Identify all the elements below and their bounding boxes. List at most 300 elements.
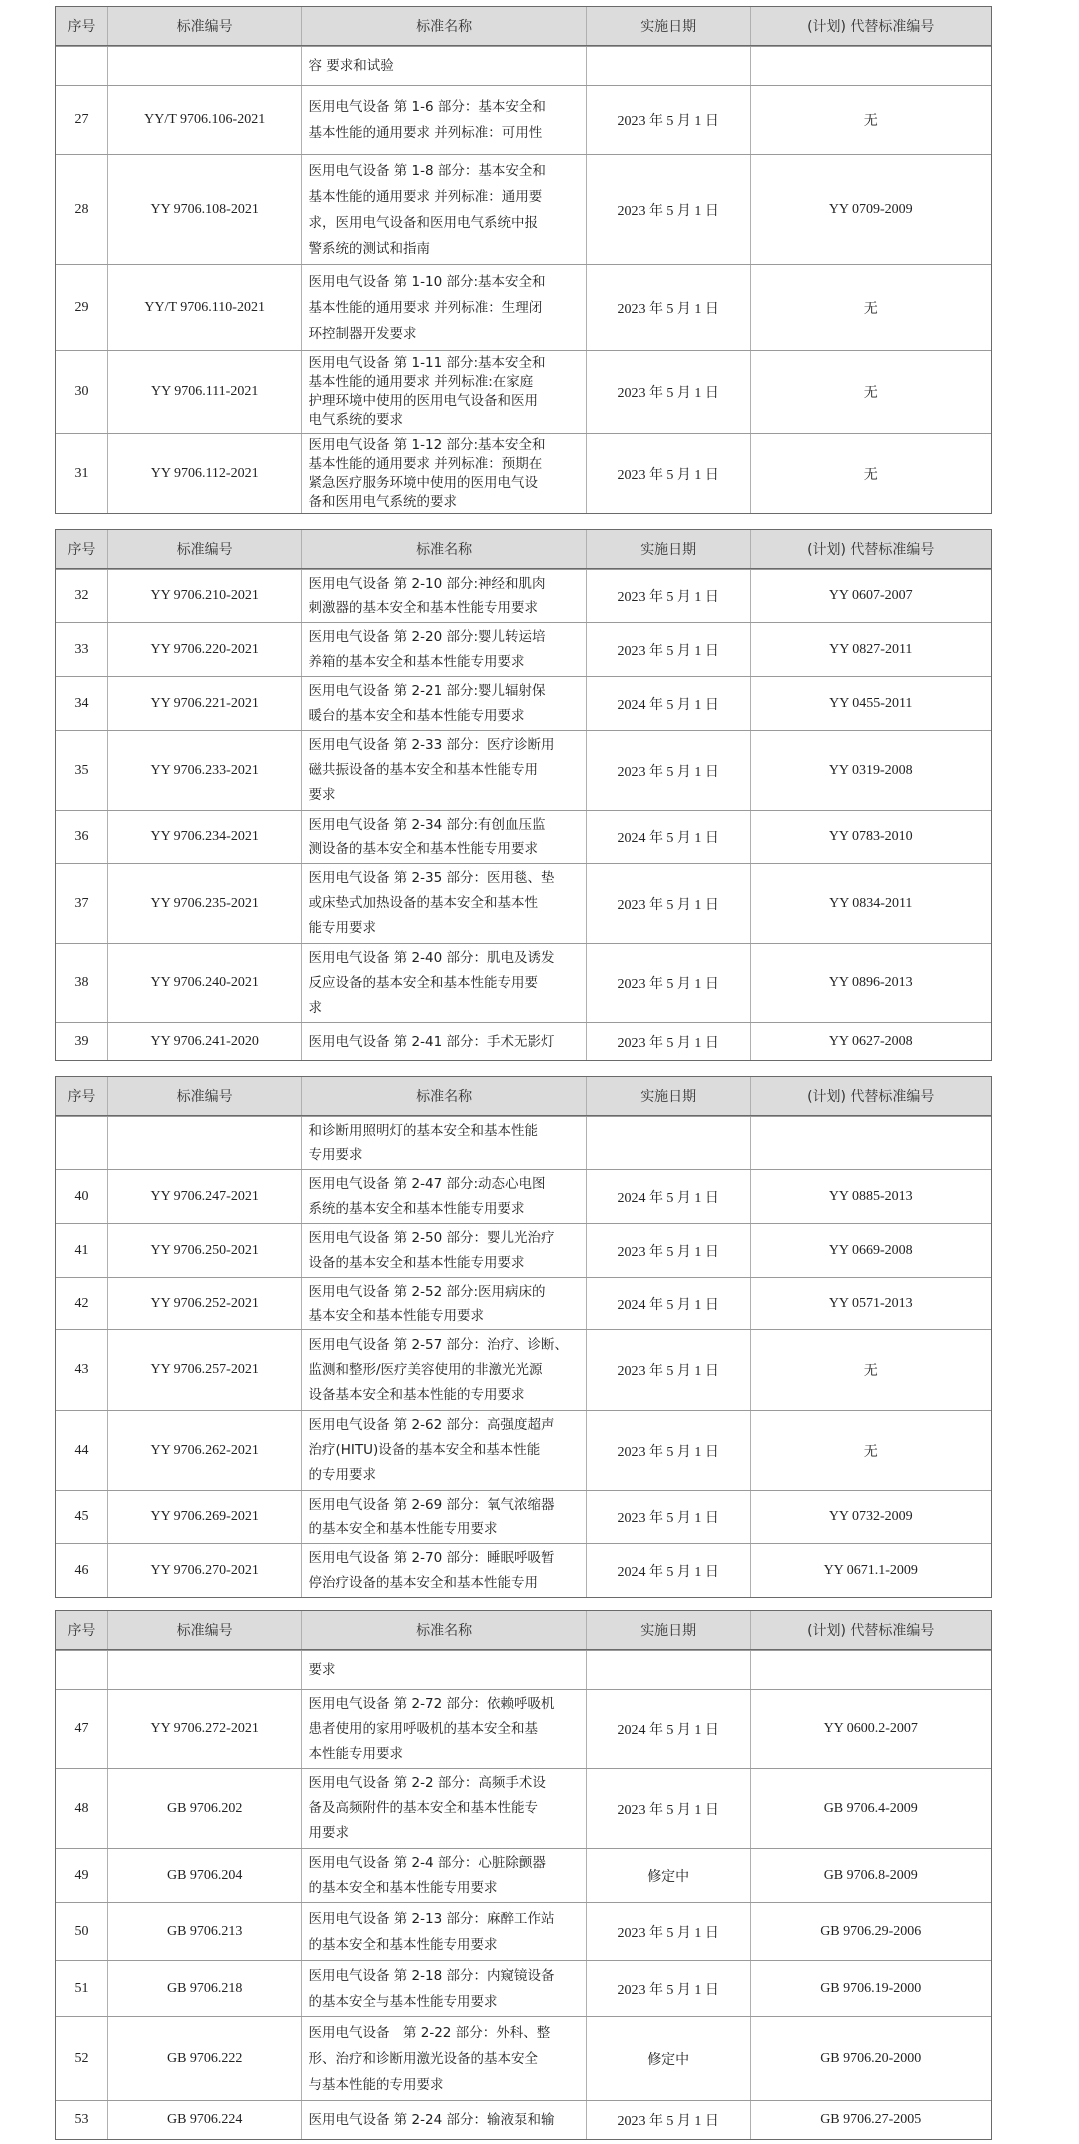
table-row [56, 863, 991, 943]
cell-date: 2023 年 5 月 1 日 [586, 2101, 750, 2139]
cell-date [586, 1117, 750, 1169]
header-std-name: 标准名称 [301, 1077, 585, 1115]
cell-date: 修定中 [586, 2017, 750, 2100]
std-name-text [308, 1280, 545, 1328]
std-name-line: 容 要求和试验 [308, 58, 394, 74]
table-row [56, 676, 991, 730]
cell-std-no [107, 47, 302, 85]
cell-seq: 35 [74, 762, 89, 778]
cell-std-no: YY 9706.262-2021 [107, 1411, 302, 1490]
cell-std-name [301, 623, 585, 676]
cell-seq: 53 [74, 2112, 89, 2127]
header-seq: 序号 [67, 19, 96, 35]
std-name-text [308, 436, 545, 512]
std-name-text [308, 946, 554, 1021]
cell-date: 2023 年 5 月 1 日 [586, 1023, 750, 1060]
cell-replace: YY 0827-2011 [750, 623, 991, 676]
std-name-text [308, 813, 545, 861]
table-row [56, 264, 991, 350]
cell-std-no [107, 1117, 302, 1169]
cell-std-no: YY 9706.252-2021 [107, 1278, 302, 1329]
cell-seq: 47 [74, 1721, 89, 1736]
cell-date: 2023 年 5 月 1 日 [586, 1491, 750, 1543]
table-row [56, 46, 991, 85]
cell-date [586, 1651, 750, 1689]
std-name-line: 医用电气设备 第 2-47 部分:动态心电图 [308, 1175, 546, 1192]
header-std-no: 标准编号 [107, 7, 302, 45]
cell-seq: 28 [74, 201, 89, 217]
std-name-line: 基本安全和基本性能专用要求 [308, 1307, 484, 1324]
std-name-text [308, 679, 545, 729]
table-header [56, 1077, 991, 1116]
std-name-line: 系统的基本安全和基本性能专用要求 [308, 1200, 525, 1217]
std-name-line: 医用电气设备 第 2-41 部分：手术无影灯 [308, 1033, 555, 1050]
std-name-line: 紧急医疗服务环境中使用的医用电气设 [308, 474, 538, 491]
cell-std-name [301, 86, 585, 154]
cell-seq [56, 1117, 107, 1169]
std-name-line: 基本性能的通用要求 并列标准：生理闭 [308, 299, 543, 316]
cell-std-no: YY 9706.250-2021 [107, 1224, 302, 1277]
cell-date: 2024 年 5 月 1 日 [586, 1278, 750, 1329]
cell-std-no: YY 9706.257-2021 [107, 1330, 302, 1410]
std-name-line: 医用电气设备 第 2-52 部分:医用病床的 [308, 1283, 546, 1300]
table-header [56, 7, 991, 46]
std-name-line: 医用电气设备 第 2-69 部分：氧气浓缩器 [308, 1497, 555, 1513]
cell-seq: 44 [74, 1442, 89, 1458]
table-row [56, 1543, 991, 1597]
std-name-line: 医用电气设备 第 2-40 部分：肌电及诱发 [308, 949, 555, 966]
cell-std-no: YY 9706.210-2021 [107, 570, 302, 622]
cell-date: 2023 年 5 月 1 日 [586, 1961, 750, 2016]
std-name-line: 医用电气设备 第 2-34 部分:有创血压监 [308, 817, 546, 833]
std-name-text [308, 866, 554, 941]
std-name-line: 基本性能的通用要求 并列标准：可用性 [308, 125, 543, 141]
std-name-text [308, 269, 545, 347]
std-name-text [308, 1657, 335, 1683]
cell-seq: 42 [74, 1295, 89, 1311]
cell-std-no: YY 9706.220-2021 [107, 623, 302, 676]
cell-date: 2023 年 5 月 1 日 [586, 434, 750, 513]
cell-date: 2023 年 5 月 1 日 [586, 1224, 750, 1277]
cell-seq: 48 [74, 1800, 89, 1816]
std-name-text [308, 53, 393, 79]
table-row [56, 1277, 991, 1329]
table-row [56, 1116, 991, 1169]
cell-seq: 27 [74, 112, 89, 127]
header-replace: (计划) 代替标准编号 [750, 1077, 991, 1115]
header-date: 实施日期 [586, 530, 750, 568]
std-name-line: 医用电气设备 第 2-21 部分:婴儿辐射保 [308, 682, 546, 699]
table-row [56, 1960, 991, 2016]
std-name-line: 医用电气设备 第 2-62 部分：高强度超声 [308, 1417, 555, 1433]
std-name-line: 医用电气设备 第 2-70 部分：睡眠呼吸暂 [308, 1549, 555, 1566]
table-row [56, 1410, 991, 1490]
std-name-text [308, 1963, 554, 2015]
cell-seq: 37 [74, 895, 89, 911]
cell-replace: YY 0669-2008 [750, 1224, 991, 1277]
cell-replace: GB 9706.19-2000 [750, 1961, 991, 2016]
cell-date: 2023 年 5 月 1 日 [586, 1330, 750, 1410]
cell-std-no: YY/T 9706.106-2021 [107, 86, 302, 154]
header-replace: (计划) 代替标准编号 [750, 7, 991, 45]
header-seq: 序号 [67, 542, 96, 558]
header-std-no: 标准编号 [107, 1611, 302, 1649]
cell-std-no: YY 9706.269-2021 [107, 1491, 302, 1543]
cell-seq: 40 [74, 1188, 89, 1204]
cell-replace: GB 9706.29-2006 [750, 1903, 991, 1960]
cell-replace: 无 [750, 1330, 991, 1410]
std-name-line: 医用电气设备 第 2-33 部分：医疗诊断用 [308, 737, 555, 753]
cell-date: 2024 年 5 月 1 日 [586, 1690, 750, 1768]
std-name-line: 专用要求 [308, 1147, 363, 1163]
std-name-line: 的基本安全和基本性能专用要求 [308, 1936, 498, 1953]
cell-seq: 52 [74, 2050, 89, 2066]
cell-std-no: GB 9706.218 [107, 1961, 302, 2016]
table-row [56, 1689, 991, 1768]
cell-seq: 41 [74, 1242, 89, 1258]
cell-std-name [301, 434, 585, 513]
cell-replace: 无 [750, 434, 991, 513]
header-std-no: 标准编号 [107, 1077, 302, 1115]
cell-std-no: YY 9706.272-2021 [107, 1690, 302, 1768]
cell-replace: GB 9706.20-2000 [750, 2017, 991, 2100]
std-name-line: 刺激器的基本安全和基本性能专用要求 [308, 600, 538, 616]
std-name-text [308, 354, 545, 430]
std-name-line: 求 [308, 999, 322, 1016]
std-name-text [308, 1493, 554, 1541]
table-row [56, 85, 991, 154]
table-header [56, 1611, 991, 1650]
cell-seq: 36 [74, 829, 89, 844]
std-name-line: 要求 [308, 787, 336, 803]
std-name-line: 医用电气设备 第 2-57 部分：治疗、诊断、 [308, 1336, 568, 1353]
cell-std-no: YY 9706.111-2021 [107, 351, 302, 433]
cell-seq: 38 [74, 975, 89, 990]
std-name-line: 测设备的基本安全和基本性能专用要求 [308, 841, 538, 857]
cell-seq: 33 [74, 641, 89, 657]
cell-std-no [107, 1651, 302, 1689]
cell-std-name [301, 1117, 585, 1169]
cell-std-name [301, 811, 585, 863]
std-name-line: 的基本安全和基本性能专用要求 [308, 1879, 498, 1896]
std-name-text [308, 1546, 554, 1596]
table-row [56, 1848, 991, 1902]
cell-replace: YY 0709-2009 [750, 155, 991, 264]
cell-replace [750, 47, 991, 85]
cell-std-no: YY 9706.112-2021 [107, 434, 302, 513]
table-header [56, 530, 991, 569]
cell-seq: 29 [74, 299, 89, 315]
std-name-line: 医用电气设备 第 1-10 部分:基本安全和 [308, 273, 546, 290]
cell-date: 2023 年 5 月 1 日 [586, 944, 750, 1022]
cell-date: 2023 年 5 月 1 日 [586, 731, 750, 810]
cell-replace: 无 [750, 351, 991, 433]
table-row [56, 1169, 991, 1223]
cell-replace: 无 [750, 265, 991, 350]
std-name-line: 医用电气设备 第 2-2 部分：高频手术设 [308, 1775, 546, 1791]
cell-date: 2024 年 5 月 1 日 [586, 1170, 750, 1223]
table-row [56, 433, 991, 513]
cell-std-no: YY 9706.235-2021 [107, 864, 302, 943]
cell-date: 2023 年 5 月 1 日 [586, 265, 750, 350]
cell-std-no: YY 9706.233-2021 [107, 731, 302, 810]
table-row [56, 730, 991, 810]
cell-std-no: YY 9706.221-2021 [107, 677, 302, 730]
std-name-text [308, 1029, 554, 1055]
cell-std-name [301, 2101, 585, 2139]
table-row [56, 810, 991, 863]
cell-seq: 34 [74, 695, 89, 711]
std-name-line: 基本性能的通用要求 并列标准：预期在 [308, 455, 543, 472]
std-name-text [308, 1692, 554, 1767]
cell-std-name [301, 351, 585, 433]
cell-date: 2023 年 5 月 1 日 [586, 570, 750, 622]
std-name-line: 用要求 [308, 1825, 349, 1841]
std-name-line: 停治疗设备的基本安全和基本性能专用 [308, 1574, 538, 1591]
std-name-line: 医用电气设备 第 1-11 部分:基本安全和 [308, 355, 546, 371]
std-name-text [308, 1119, 538, 1167]
cell-std-name [301, 1544, 585, 1597]
std-name-text [308, 158, 545, 262]
table-body [56, 46, 991, 513]
cell-std-no: GB 9706.224 [107, 2101, 302, 2139]
cell-date [586, 47, 750, 85]
std-name-line: 养箱的基本安全和基本性能专用要求 [308, 653, 525, 670]
cell-replace: 无 [750, 86, 991, 154]
cell-std-name [301, 677, 585, 730]
cell-std-name [301, 1330, 585, 1410]
cell-seq [56, 1651, 107, 1689]
std-name-line: 磁共振设备的基本安全和基本性能专用 [308, 762, 538, 778]
header-replace: (计划) 代替标准编号 [750, 1611, 991, 1649]
std-name-line: 监测和整形/医疗美容使用的非激光光源 [308, 1361, 543, 1378]
cell-std-name [301, 1278, 585, 1329]
std-name-text [308, 1906, 554, 1958]
std-name-line: 警系统的测试和指南 [308, 240, 430, 257]
cell-std-name [301, 1023, 585, 1060]
std-name-line: 环控制器开发要求 [308, 325, 417, 342]
std-name-line: 设备基本安全和基本性能的专用要求 [308, 1386, 525, 1403]
cell-std-name [301, 864, 585, 943]
std-name-line: 备及高频附件的基本安全和基本性能专 [308, 1800, 538, 1816]
cell-seq: 46 [74, 1562, 89, 1578]
cell-replace: YY 0783-2010 [750, 811, 991, 863]
cell-std-name [301, 2017, 585, 2100]
std-name-line: 医用电气设备 第 2-35 部分：医用毯、垫 [308, 870, 555, 886]
cell-date: 2024 年 5 月 1 日 [586, 677, 750, 730]
cell-std-name [301, 944, 585, 1022]
header-replace: (计划) 代替标准编号 [750, 530, 991, 568]
std-name-line: 医用电气设备 第 2-24 部分：输液泵和输 [308, 2112, 555, 2128]
cell-date: 2023 年 5 月 1 日 [586, 864, 750, 943]
cell-seq: 50 [74, 1923, 89, 1939]
table-body [56, 1650, 991, 2139]
cell-date: 2023 年 5 月 1 日 [586, 1903, 750, 1960]
cell-replace: GB 9706.27-2005 [750, 2101, 991, 2139]
cell-std-name [301, 1849, 585, 1902]
cell-std-name [301, 265, 585, 350]
cell-std-name [301, 731, 585, 810]
cell-std-name [301, 1961, 585, 2016]
cell-date: 2023 年 5 月 1 日 [586, 86, 750, 154]
cell-replace: YY 0600.2-2007 [750, 1690, 991, 1768]
cell-replace: YY 0896-2013 [750, 944, 991, 1022]
std-name-text [308, 2107, 554, 2133]
table-row [56, 943, 991, 1022]
cell-replace: YY 0732-2009 [750, 1491, 991, 1543]
cell-std-name [301, 1224, 585, 1277]
standards-table-4 [55, 1610, 992, 2140]
table-row [56, 622, 991, 676]
std-name-line: 的基本安全与基本性能专用要求 [308, 1993, 498, 2010]
cell-std-no: GB 9706.204 [107, 1849, 302, 1902]
standards-table-1 [55, 6, 992, 514]
std-name-line: 医用电气设备 第 2-4 部分：心脏除颤器 [308, 1854, 546, 1871]
table-body [56, 1116, 991, 1597]
std-name-text [308, 1172, 545, 1222]
std-name-line: 医用电气设备 第 2-72 部分：依赖呼吸机 [308, 1695, 555, 1712]
cell-std-name [301, 1170, 585, 1223]
std-name-line: 医用电气设备 第 1-8 部分：基本安全和 [308, 162, 546, 179]
std-name-line: 电气系统的要求 [308, 412, 403, 428]
std-name-line: 要求 [308, 1662, 336, 1678]
table-row [56, 1022, 991, 1060]
table-row [56, 1768, 991, 1848]
cell-replace: GB 9706.8-2009 [750, 1849, 991, 1902]
cell-std-no: YY 9706.108-2021 [107, 155, 302, 264]
std-name-line: 与基本性能的专用要求 [308, 2076, 444, 2093]
table-row [56, 2100, 991, 2139]
table-row [56, 2016, 991, 2100]
cell-std-no: YY 9706.240-2021 [107, 944, 302, 1022]
header-std-no: 标准编号 [107, 530, 302, 568]
std-name-line: 反应设备的基本安全和基本性能专用要 [308, 974, 538, 991]
std-name-line: 患者使用的家用呼吸机的基本安全和基 [308, 1720, 538, 1737]
cell-std-no: YY/T 9706.110-2021 [107, 265, 302, 350]
cell-replace: YY 0885-2013 [750, 1170, 991, 1223]
cell-replace: GB 9706.4-2009 [750, 1769, 991, 1848]
table-row [56, 154, 991, 264]
std-name-line: 形、治疗和诊断用激光设备的基本安全 [308, 2050, 538, 2067]
std-name-line: 医用电气设备 第 2-50 部分：婴儿光治疗 [308, 1229, 555, 1246]
table-row [56, 569, 991, 622]
cell-replace: YY 0571-2013 [750, 1278, 991, 1329]
std-name-line: 的基本安全和基本性能专用要求 [308, 1521, 498, 1537]
cell-seq: 31 [74, 465, 89, 481]
std-name-line: 医用电气设备 第 2-20 部分:婴儿转运培 [308, 628, 546, 645]
std-name-line: 医用电气设备 第 1-6 部分：基本安全和 [308, 99, 546, 115]
cell-date: 2023 年 5 月 1 日 [586, 351, 750, 433]
cell-std-name [301, 1491, 585, 1543]
table-row [56, 1650, 991, 1689]
cell-seq: 49 [74, 1867, 89, 1883]
header-seq: 序号 [67, 1623, 96, 1639]
cell-replace: YY 0455-2011 [750, 677, 991, 730]
std-name-text [308, 94, 545, 146]
cell-replace: YY 0319-2008 [750, 731, 991, 810]
cell-replace: YY 0627-2008 [750, 1023, 991, 1060]
cell-std-no: YY 9706.270-2021 [107, 1544, 302, 1597]
cell-date: 2023 年 5 月 1 日 [586, 1769, 750, 1848]
header-std-name: 标准名称 [301, 530, 585, 568]
table-row [56, 1902, 991, 1960]
cell-date: 2023 年 5 月 1 日 [586, 623, 750, 676]
cell-replace: YY 0607-2007 [750, 570, 991, 622]
table-row [56, 1490, 991, 1543]
cell-std-name [301, 47, 585, 85]
std-name-line: 设备的基本安全和基本性能专用要求 [308, 1254, 525, 1271]
cell-std-name [301, 570, 585, 622]
std-name-text [308, 733, 554, 808]
std-name-line: 基本性能的通用要求 并列标准：通用要 [308, 188, 543, 205]
standards-table-2 [55, 529, 992, 1061]
table-row [56, 1329, 991, 1410]
std-name-line: 能专用要求 [308, 920, 376, 936]
cell-std-no: GB 9706.202 [107, 1769, 302, 1848]
std-name-line: 或床垫式加热设备的基本安全和基本性 [308, 895, 538, 911]
cell-seq: 30 [74, 384, 89, 399]
cell-seq: 45 [74, 1509, 89, 1524]
cell-std-no: GB 9706.213 [107, 1903, 302, 1960]
cell-std-no: YY 9706.234-2021 [107, 811, 302, 863]
cell-std-name [301, 1903, 585, 1960]
std-name-line: 医用电气设备 第 2-18 部分：内窥镜设备 [308, 1967, 555, 1984]
cell-seq: 51 [74, 1980, 89, 1996]
cell-date: 2023 年 5 月 1 日 [586, 155, 750, 264]
std-name-text [308, 1771, 545, 1846]
cell-date: 2024 年 5 月 1 日 [586, 1544, 750, 1597]
std-name-line: 医用电气设备 第 2-22 部分：外科、整 [308, 2024, 551, 2041]
cell-seq: 39 [74, 1033, 89, 1049]
std-name-line: 和诊断用照明灯的基本安全和基本性能 [308, 1123, 538, 1139]
cell-std-name [301, 155, 585, 264]
cell-replace: YY 0671.1-2009 [750, 1544, 991, 1597]
std-name-line: 的专用要求 [308, 1467, 376, 1483]
cell-seq: 32 [74, 588, 89, 603]
cell-std-no: YY 9706.247-2021 [107, 1170, 302, 1223]
std-name-line: 护理环境中使用的医用电气设备和医用 [308, 393, 538, 409]
cell-replace: 无 [750, 1411, 991, 1490]
standards-table-3 [55, 1076, 992, 1598]
table-body [56, 569, 991, 1060]
std-name-line: 治疗(HITU)设备的基本安全和基本性能 [308, 1442, 541, 1458]
std-name-text [308, 1413, 554, 1488]
std-name-text [308, 572, 545, 620]
std-name-text [308, 1226, 554, 1276]
table-row [56, 350, 991, 433]
std-name-text [308, 625, 545, 675]
cell-seq [56, 47, 107, 85]
std-name-text [308, 2020, 550, 2098]
std-name-line: 暖台的基本安全和基本性能专用要求 [308, 707, 525, 724]
header-date: 实施日期 [586, 1611, 750, 1649]
cell-replace [750, 1117, 991, 1169]
cell-std-name [301, 1769, 585, 1848]
header-date: 实施日期 [586, 1077, 750, 1115]
std-name-line: 基本性能的通用要求 并列标准:在家庭 [308, 374, 534, 390]
cell-std-no: YY 9706.241-2020 [107, 1023, 302, 1060]
std-name-text [308, 1851, 545, 1901]
cell-std-no: GB 9706.222 [107, 2017, 302, 2100]
cell-std-name [301, 1651, 585, 1689]
cell-std-name [301, 1411, 585, 1490]
std-name-line: 医用电气设备 第 1-12 部分:基本安全和 [308, 436, 546, 453]
header-date: 实施日期 [586, 7, 750, 45]
std-name-line: 医用电气设备 第 2-10 部分:神经和肌肉 [308, 576, 546, 592]
std-name-line: 医用电气设备 第 2-13 部分：麻醉工作站 [308, 1910, 555, 1927]
std-name-line: 本性能专用要求 [308, 1745, 403, 1762]
cell-seq: 43 [74, 1362, 89, 1377]
